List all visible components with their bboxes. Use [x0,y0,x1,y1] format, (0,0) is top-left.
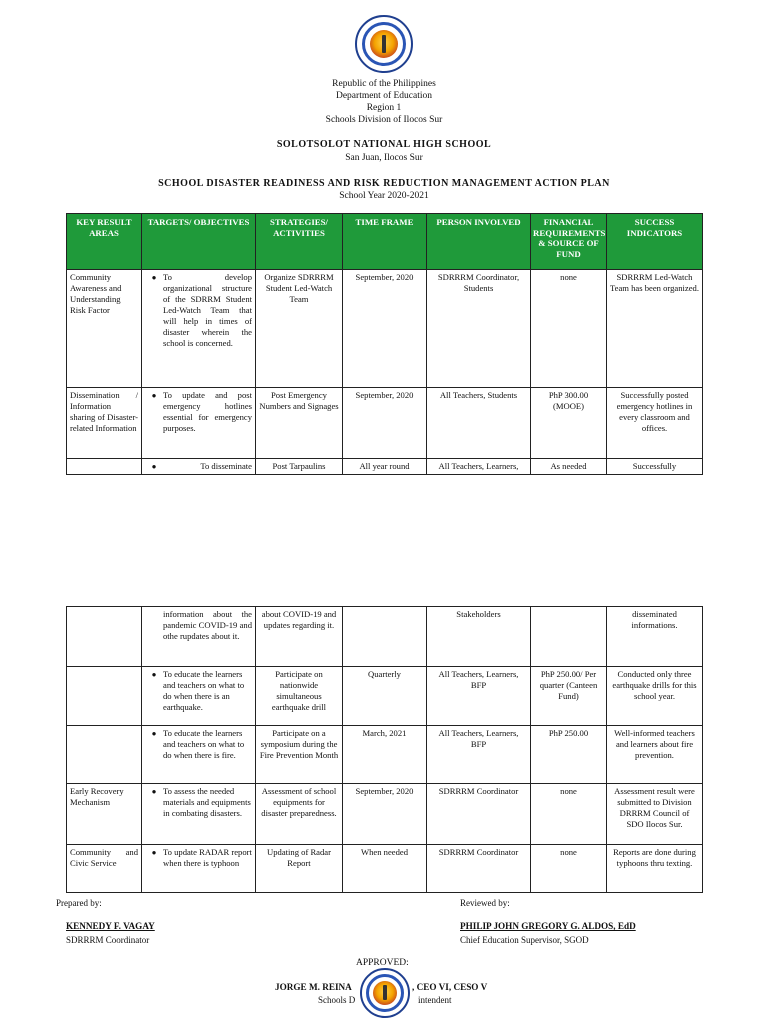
cell-person: SDRRRM Coordinator, Students [427,270,531,388]
cell-strategy: Post Emergency Numbers and Signages [256,388,343,459]
cell-time-frame: All year round [343,459,427,475]
cell-fund: PhP 250.00 [531,726,607,784]
reviewed-by-title: Chief Education Supervisor, SGOD [460,935,589,945]
cell-indicator: Well-informed teachers and learners about fire prevention. [607,726,703,784]
cell-area: Dissemination / Information sharing of Disaster-related Information [67,388,142,459]
seal-torch-icon [383,985,387,1000]
approved-name-left: JORGE M. REINA [275,982,352,992]
table-row [67,784,703,845]
bullet-icon: ● [151,462,157,471]
cell-strategy: Organize SDRRRM Student Led-Watch Team [256,270,343,388]
cell-fund [531,607,607,667]
plan-title: SCHOOL DISASTER READINESS AND RISK REDUCTION MANAGEMENT ACTION PLAN [158,178,610,189]
cell-area [67,726,142,784]
cell-fund: PhP 250.00/ Per quarter (Canteen Fund) [531,667,607,726]
cell-target: ● To assess the needed materials and equipments in combating disasters. [142,784,256,845]
table-header-row [67,214,703,270]
cell-fund: none [531,270,607,388]
table-row [67,607,703,667]
table-row [67,459,703,475]
table-row [67,270,703,388]
bullet-icon: ● [151,273,157,282]
cell-time-frame: September, 2020 [343,388,427,459]
header-division: Schools Division of Ilocos Sur [325,115,443,125]
school-year: School Year 2020-2021 [339,191,429,201]
col-header-person-involved: PERSON INVOLVED [427,214,531,270]
cell-time-frame: September, 2020 [343,270,427,388]
table-row [67,845,703,893]
table-row [67,388,703,459]
school-name: SOLOTSOLOT NATIONAL HIGH SCHOOL [276,139,492,150]
header-department: Department of Education [335,91,433,101]
header-country: Republic of the Philippines [332,79,436,89]
cell-fund: PhP 300.00 (MOOE) [531,388,607,459]
reviewed-by-label: Reviewed by: [460,898,510,908]
cell-indicator: Successfully [607,459,703,475]
approved-name-right: , CEO VI, CESO V [412,982,488,992]
cell-target: ● To disseminate [142,459,256,475]
cell-person: SDRRRM Coordinator [427,784,531,845]
cell-area: Community Awareness and Understanding Risk Factor [67,270,142,388]
bullet-icon: ● [151,670,157,679]
cell-target: ● To educate the learners and teachers on what to do when there is an earthquake. [142,667,256,726]
col-header-key-result-areas: KEY RESULT AREAS [67,214,142,270]
deped-seal-bottom [360,968,410,1018]
cell-strategy: Assessment of school equipments for disaster preparedness. [256,784,343,845]
cell-indicator: disseminated informations. [607,607,703,667]
cell-area: Early Recovery Mechanism [67,784,142,845]
table-row [67,667,703,726]
col-header-strategies: STRATEGIES/ ACTIVITIES [256,214,343,270]
action-plan-table-page2 [66,606,703,893]
bullet-icon: ● [151,787,157,796]
prepared-by-name: KENNEDY F. VAGAY [66,921,155,931]
cell-time-frame [343,607,427,667]
col-header-targets: TARGETS/ OBJECTIVES [142,214,256,270]
cell-area [67,607,142,667]
cell-target: ● To update RADAR report when there is typhoon [142,845,256,893]
cell-target: information about the pandemic COVID-19 and othe rupdates about it. [142,607,256,667]
cell-strategy: Participate on a symposium during the Fire Prevention Month [256,726,343,784]
cell-indicator: Assessment result were submitted to Division DRRRM Council of SDO Ilocos Sur. [607,784,703,845]
cell-area: Community and Civic Service [67,845,142,893]
cell-area [67,459,142,475]
cell-time-frame: March, 2021 [343,726,427,784]
cell-target: ● To update and post emergency hotlines essential for emergency purposes. [142,388,256,459]
action-plan-table-page1 [66,213,703,475]
school-address: San Juan, Ilocos Sur [345,153,423,163]
cell-fund: none [531,784,607,845]
cell-target: ● To develop organizational structure of the SDRRM Student Led-Watch Team that will help in times of disaster wherein the school is concerned. [142,270,256,388]
cell-indicator: Successfully posted emergency hotlines in every classroom and offices. [607,388,703,459]
col-header-success-indicators: SUCCESS INDICATORS [607,214,703,270]
header-region: Region 1 [366,103,402,113]
cell-strategy: Participate on nationwide simultaneous earthquake drill [256,667,343,726]
seal-torch-icon [382,35,386,53]
approved-title-left: Schools D [318,995,356,1005]
table-row [67,726,703,784]
cell-indicator: Reports are done during typhoons thru texting. [607,845,703,893]
cell-person: All Teachers, Learners, [427,459,531,475]
bullet-icon: ● [151,848,157,857]
cell-time-frame: Quarterly [343,667,427,726]
cell-person: Stakeholders [427,607,531,667]
cell-area [67,667,142,726]
cell-time-frame: September, 2020 [343,784,427,845]
bullet-icon: ● [151,391,157,400]
cell-strategy: about COVID-19 and updates regarding it. [256,607,343,667]
bullet-icon: ● [151,729,157,738]
cell-person: SDRRRM Coordinator [427,845,531,893]
approved-label: APPROVED: [356,958,409,968]
cell-strategy: Post Tarpaulins [256,459,343,475]
deped-seal-top [355,15,413,73]
cell-person: All Teachers, Learners, BFP [427,726,531,784]
cell-person: All Teachers, Learners, BFP [427,667,531,726]
approved-title-right: intendent [418,995,452,1005]
cell-fund: As needed [531,459,607,475]
cell-target: ● To educate the learners and teachers on what to do when there is fire. [142,726,256,784]
cell-fund: none [531,845,607,893]
col-header-time-frame: TIME FRAME [343,214,427,270]
cell-time-frame: When needed [343,845,427,893]
cell-indicator: Conducted only three earthquake drills for this school year. [607,667,703,726]
cell-indicator: SDRRRM Led-Watch Team has been organized. [607,270,703,388]
col-header-financial: FINANCIAL REQUIREMENTS & SOURCE OF FUND [531,214,607,270]
prepared-by-title: SDRRRM Coordinator [66,935,150,945]
prepared-by-label: Prepared by: [56,898,102,908]
cell-person: All Teachers, Students [427,388,531,459]
reviewed-by-name: PHILIP JOHN GREGORY G. ALDOS, EdD [460,921,636,931]
cell-strategy: Updating of Radar Report [256,845,343,893]
